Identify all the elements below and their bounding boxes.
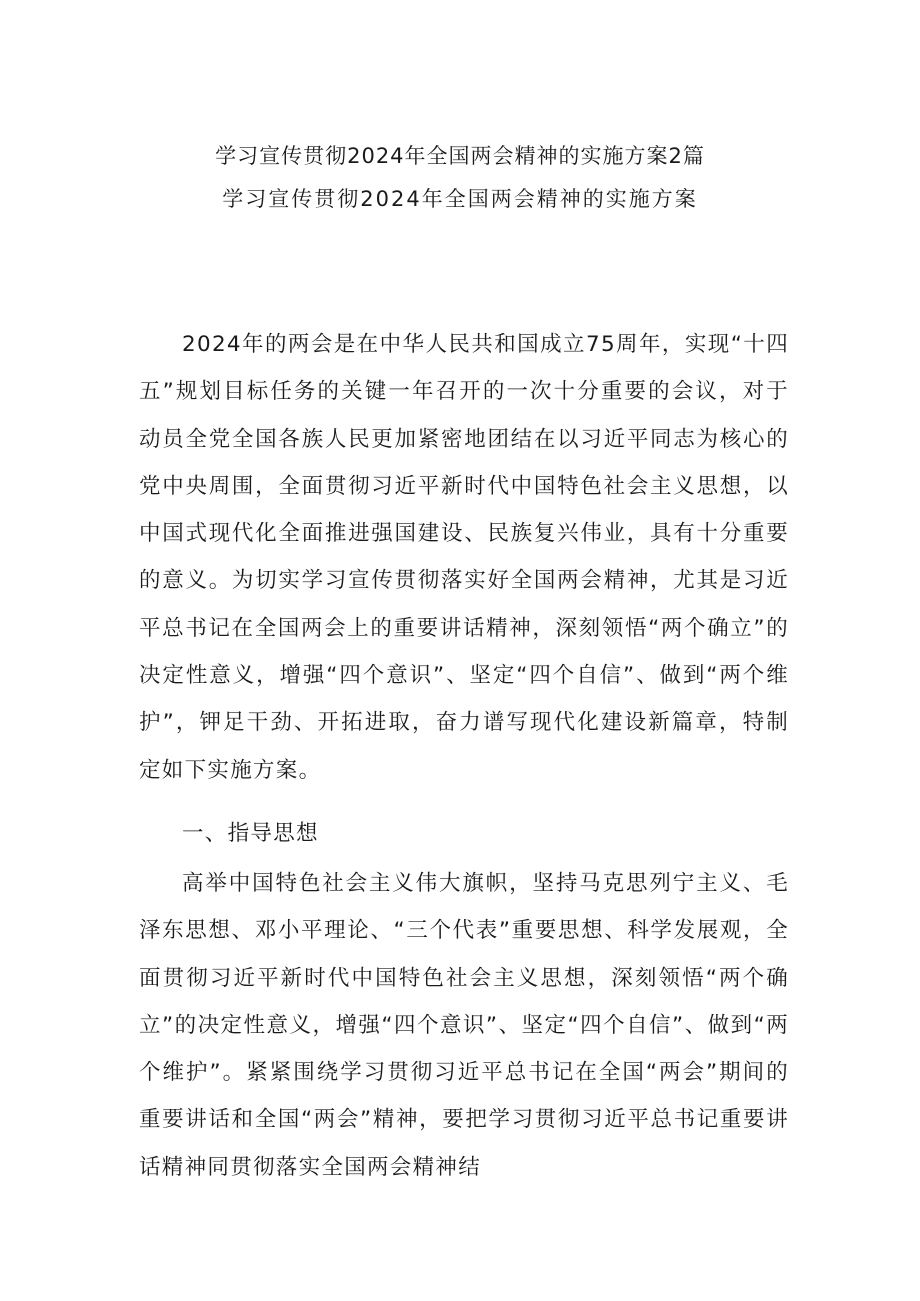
intro-paragraph: 2024年的两会是在中华人民共和国成立75周年，实现“十四五”规划目标任务的关键一年召开的一次十分重要的会议，对于动员全党全国各族人民更加紧密地团结在以习近平同志为核心的党中央周围，全面贯彻习近平新时代中国特色社会主义思想，以中国式现代化全面推进强国建设、民族复兴伟业，具有十分重要的意义。为切实学习宣传贯彻落实好全国两会精神，尤其是习近平总书记在全国两会上的重要讲话精神，深刻领悟“两个确立”的决定性意义，增强“四个意识”、坚定“四个自信”、做到“两个维护”，钾足干劲、开拓进取，奋力谱写现代化建设新篇章，特制定如下实施方案。 (139, 332, 789, 783)
section-heading-guiding-ideology: 一、指导思想 (182, 821, 319, 846)
document-subtitle: 学习宣传贯彻2024年全国两会精神的实施方案 (222, 187, 698, 211)
document-title: 学习宣传贯彻2024年全国两会精神的实施方案2篇 (215, 144, 705, 168)
guiding-ideology-paragraph: 高举中国特色社会主义伟大旗帜，坚持马克思列宁主义、毛泽东思想、邓小平理论、“三个代表”重要思想、科学发展观，全面贯彻习近平新时代中国特色社会主义思想，深刻领悟“两个确立”的决定性意义，增强“四个意识”、坚定“四个自信”、做到“两个维护”。紧紧围绕学习贯彻习近平总书记在全国“两会”期间的重要讲话和全国“两会”精神，要把学习贯彻习近平总书记重要讲话精神同贯彻落实全国两会精神结 (139, 871, 789, 1180)
